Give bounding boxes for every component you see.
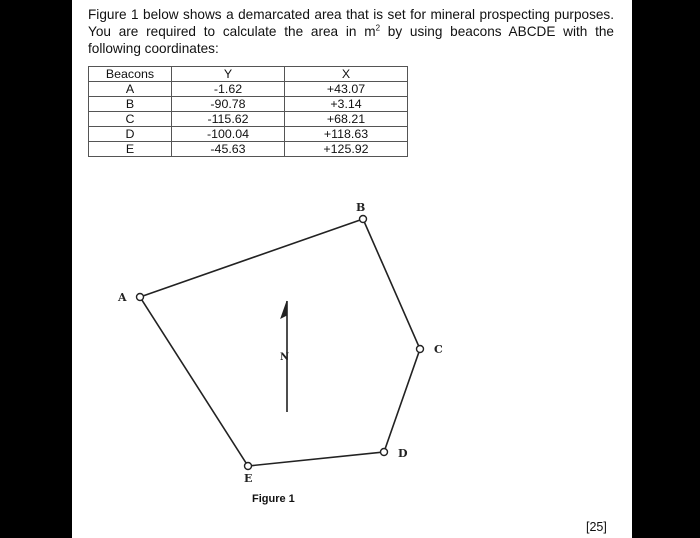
prospecting-area-polygon <box>140 219 420 466</box>
x-cell: +43.07 <box>285 82 408 97</box>
y-cell: -100.04 <box>172 127 285 142</box>
x-cell: +3.14 <box>285 97 408 112</box>
intro-line-2a: You are required to calculate the area in m <box>88 24 376 39</box>
x-cell: +68.21 <box>285 112 408 127</box>
y-cell: -90.78 <box>172 97 285 112</box>
label-a: A <box>118 291 127 304</box>
y-cell: -115.62 <box>172 112 285 127</box>
beacon-a-marker <box>137 294 144 301</box>
intro-line-1: Figure 1 below shows a demarcated area that is set for mineral prospecting purposes. <box>88 7 614 22</box>
column-header-y: Y <box>172 67 285 82</box>
beacon-d-marker <box>381 449 388 456</box>
intro-superscript: 2 <box>375 23 381 33</box>
label-north: N <box>280 352 290 363</box>
north-arrow-head-icon <box>281 301 287 318</box>
beacon-b-marker <box>360 216 367 223</box>
column-header-x: X <box>285 67 408 82</box>
figure-caption: Figure 1 <box>252 493 295 505</box>
beacon-cell: D <box>89 127 172 142</box>
beacon-cell: C <box>89 112 172 127</box>
label-e: E <box>244 472 253 485</box>
beacon-cell: E <box>89 142 172 157</box>
beacon-e-marker <box>245 463 252 470</box>
y-cell: -1.62 <box>172 82 285 97</box>
beacon-cell: A <box>89 82 172 97</box>
y-cell: -45.63 <box>172 142 285 157</box>
x-cell: +118.63 <box>285 127 408 142</box>
column-header-beacons: Beacons <box>89 67 172 82</box>
beacon-c-marker <box>417 346 424 353</box>
x-cell: +125.92 <box>285 142 408 157</box>
label-c: C <box>434 343 443 356</box>
marks-indicator: [25] <box>586 520 607 534</box>
label-d: D <box>398 447 408 460</box>
beacon-cell: B <box>89 97 172 112</box>
intro-line-2b: by using beacons ABCDE with the following coordinates: <box>88 24 614 56</box>
label-b: B <box>356 201 366 214</box>
